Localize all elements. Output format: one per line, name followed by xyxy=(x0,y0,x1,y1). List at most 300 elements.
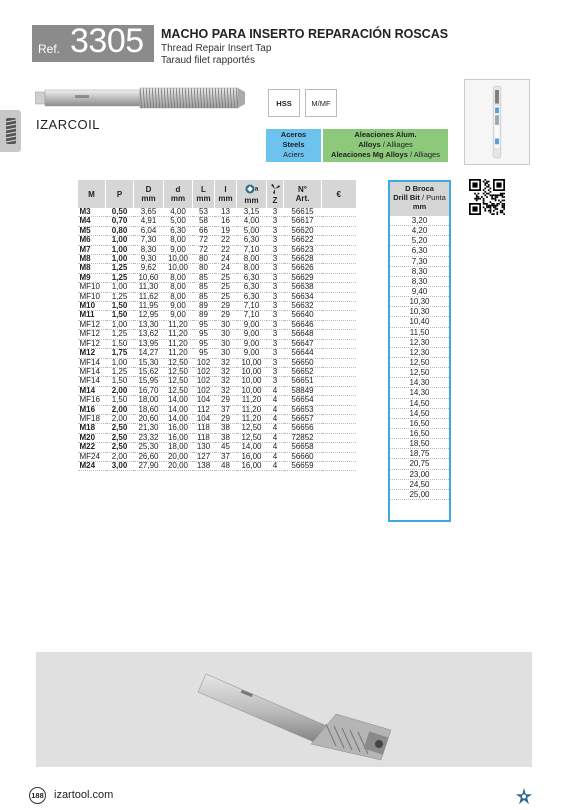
cell-art: 56660 xyxy=(284,452,322,461)
cell-L: 118 xyxy=(193,424,215,433)
cell-art: 56620 xyxy=(284,226,322,235)
cell-m: MF16 xyxy=(78,396,106,405)
drill-value: 25,00 xyxy=(390,490,449,500)
alu-fr2: Alliages xyxy=(413,150,440,159)
cell-D: 23,32 xyxy=(134,433,164,442)
cell-price xyxy=(322,217,356,226)
square-shank-icon xyxy=(245,184,255,194)
cell-l: 37 xyxy=(215,405,237,414)
cell-m: MF24 xyxy=(78,452,106,461)
header-L: L mm xyxy=(193,180,215,208)
cell-D: 13,30 xyxy=(134,320,164,329)
cell-d: 8,00 xyxy=(164,283,193,292)
cell-d: 10,00 xyxy=(164,255,193,264)
drill-head2-sep: / xyxy=(419,193,427,202)
cell-a: 4,00 xyxy=(237,217,267,226)
cell-art: 56640 xyxy=(284,311,322,320)
header-square: $^a$ mm xyxy=(237,180,267,208)
cell-p: 1,00 xyxy=(106,255,134,264)
cell-p: 1,00 xyxy=(106,245,134,254)
cell-price xyxy=(322,414,356,423)
drill-head1: D Broca xyxy=(405,184,434,193)
drill-header xyxy=(390,182,449,216)
cell-price xyxy=(322,386,356,395)
cell-L: 66 xyxy=(193,226,215,235)
cell-art: 56632 xyxy=(284,302,322,311)
cell-a: 8,00 xyxy=(237,255,267,264)
cell-z: 3 xyxy=(267,377,284,386)
cell-price xyxy=(322,349,356,358)
cell-a: 6,30 xyxy=(237,273,267,282)
cell-L: 95 xyxy=(193,330,215,339)
title-french: Taraud filet rapportés xyxy=(161,55,255,66)
cell-z: 3 xyxy=(267,273,284,282)
steels-en: Steels xyxy=(282,140,305,149)
cell-l: 25 xyxy=(215,292,237,301)
cell-d: 14,00 xyxy=(164,414,193,423)
drill-value: 8,30 xyxy=(390,277,449,287)
cell-art: 56634 xyxy=(284,292,322,301)
ref-number: 3305 xyxy=(70,22,144,60)
cell-price xyxy=(322,245,356,254)
cell-l: 19 xyxy=(215,226,237,235)
cell-D: 8,30 xyxy=(134,245,164,254)
header-p: P xyxy=(106,180,134,208)
cell-d: 12,50 xyxy=(164,377,193,386)
cell-L: 80 xyxy=(193,255,215,264)
table-row xyxy=(78,377,356,386)
cell-z: 3 xyxy=(267,330,284,339)
cell-L: 72 xyxy=(193,245,215,254)
cell-price xyxy=(322,433,356,442)
cell-d: 8,00 xyxy=(164,236,193,245)
cell-D: 4,91 xyxy=(134,217,164,226)
title-spanish: MACHO PARA INSERTO REPARACIÓN ROSCAS xyxy=(161,27,449,41)
drill-head2: Drill Bit xyxy=(393,193,420,202)
cell-price xyxy=(322,283,356,292)
cell-d: 8,00 xyxy=(164,273,193,282)
drill-value: 8,30 xyxy=(390,267,449,277)
cell-art: 56638 xyxy=(284,283,322,292)
cell-price xyxy=(322,311,356,320)
cell-l: 30 xyxy=(215,320,237,329)
cell-d: 11,20 xyxy=(164,330,193,339)
cell-p: 1,25 xyxy=(106,292,134,301)
cell-d: 10,00 xyxy=(164,264,193,273)
drill-value: 16,50 xyxy=(390,429,449,439)
cell-D: 18,60 xyxy=(134,405,164,414)
cell-d: 20,00 xyxy=(164,461,193,470)
drill-head3: Punta xyxy=(426,193,446,202)
cell-m: M18 xyxy=(78,424,106,433)
cell-price xyxy=(322,302,356,311)
cell-D: 11,95 xyxy=(134,302,164,311)
tap-photo xyxy=(36,652,532,767)
cell-art: 56617 xyxy=(284,217,322,226)
qr-code xyxy=(469,179,505,215)
cell-price xyxy=(322,330,356,339)
cell-z: 3 xyxy=(267,217,284,226)
cell-p: 1,50 xyxy=(106,396,134,405)
cell-m: MF14 xyxy=(78,377,106,386)
table-header-row xyxy=(78,180,356,208)
table-row xyxy=(78,461,356,470)
alu-es: Aleaciones Alum. xyxy=(354,130,417,139)
cell-L: 85 xyxy=(193,273,215,282)
alu-en-sep: / xyxy=(380,140,387,149)
cell-D: 26,60 xyxy=(134,452,164,461)
cell-art: 56654 xyxy=(284,396,322,405)
drill-value: 12,50 xyxy=(390,358,449,368)
cell-z: 4 xyxy=(267,386,284,395)
cell-price xyxy=(322,396,356,405)
cell-l: 32 xyxy=(215,358,237,367)
drill-value: 12,30 xyxy=(390,338,449,348)
cell-art: 56644 xyxy=(284,349,322,358)
cell-p: 2,00 xyxy=(106,414,134,423)
cell-art: 58849 xyxy=(284,386,322,395)
cell-p: 1,25 xyxy=(106,330,134,339)
cell-art: 56646 xyxy=(284,320,322,329)
cell-a: 5,00 xyxy=(237,226,267,235)
cell-a: 9,00 xyxy=(237,349,267,358)
cell-D: 3,65 xyxy=(134,208,164,217)
drill-value: 23,00 xyxy=(390,470,449,480)
drill-value: 14,50 xyxy=(390,399,449,409)
cell-p: 3,00 xyxy=(106,461,134,470)
cell-a: 7,10 xyxy=(237,302,267,311)
drill-value: 18,75 xyxy=(390,449,449,459)
cell-p: 0,70 xyxy=(106,217,134,226)
cell-price xyxy=(322,264,356,273)
table-row xyxy=(78,443,356,452)
cell-a: 10,00 xyxy=(237,377,267,386)
cell-L: 104 xyxy=(193,396,215,405)
cell-m: MF10 xyxy=(78,283,106,292)
cell-a: 3,15 xyxy=(237,208,267,217)
header-art: N° Art. xyxy=(284,180,322,208)
cell-p: 1,50 xyxy=(106,302,134,311)
cell-L: 138 xyxy=(193,461,215,470)
cell-p: 1,25 xyxy=(106,264,134,273)
cell-m: M22 xyxy=(78,443,106,452)
brand-star-icon xyxy=(515,787,533,805)
cell-L: 102 xyxy=(193,358,215,367)
cell-L: 95 xyxy=(193,320,215,329)
cell-p: 1,25 xyxy=(106,367,134,376)
cell-L: 112 xyxy=(193,405,215,414)
drill-value: 10,30 xyxy=(390,307,449,317)
cell-l: 30 xyxy=(215,339,237,348)
cell-D: 20,60 xyxy=(134,414,164,423)
cell-z: 3 xyxy=(267,367,284,376)
cell-L: 102 xyxy=(193,367,215,376)
cell-d: 16,00 xyxy=(164,433,193,442)
coil-icon xyxy=(0,110,21,152)
cell-a: 9,00 xyxy=(237,339,267,348)
cell-m: MF18 xyxy=(78,414,106,423)
material-hss: HSS xyxy=(268,89,300,117)
ref-label: Ref. xyxy=(38,42,61,56)
cell-art: 56659 xyxy=(284,461,322,470)
cell-l: 37 xyxy=(215,452,237,461)
cell-a: 11,20 xyxy=(237,414,267,423)
cell-a: 11,20 xyxy=(237,405,267,414)
table-row xyxy=(78,330,356,339)
cell-art: 56628 xyxy=(284,255,322,264)
cell-D: 14,27 xyxy=(134,349,164,358)
cell-l: 45 xyxy=(215,443,237,452)
cell-p: 0,80 xyxy=(106,226,134,235)
cell-L: 118 xyxy=(193,433,215,442)
cell-p: 1,00 xyxy=(106,283,134,292)
drill-value: 3,20 xyxy=(390,216,449,226)
cell-price xyxy=(322,367,356,376)
cell-price xyxy=(322,208,356,217)
cell-m: MF12 xyxy=(78,330,106,339)
header-z: Z xyxy=(267,180,284,208)
flutes-icon xyxy=(270,184,280,194)
tap-illustration xyxy=(35,85,245,113)
drill-value: 9,40 xyxy=(390,287,449,297)
cell-art: 56656 xyxy=(284,424,322,433)
cell-p: 2,50 xyxy=(106,424,134,433)
cell-art: 56657 xyxy=(284,414,322,423)
cell-p: 2,00 xyxy=(106,386,134,395)
alu-en2: Alliages xyxy=(386,140,413,149)
cell-m: M3 xyxy=(78,208,106,217)
alu-en: Alloys xyxy=(358,140,381,149)
cell-z: 3 xyxy=(267,264,284,273)
cell-art: 56626 xyxy=(284,264,322,273)
cell-a: 7,10 xyxy=(237,245,267,254)
cell-L: 80 xyxy=(193,264,215,273)
cell-price xyxy=(322,339,356,348)
cell-D: 16,70 xyxy=(134,386,164,395)
header-D: D mm xyxy=(134,180,164,208)
package-photo xyxy=(464,79,530,165)
cell-l: 30 xyxy=(215,349,237,358)
cell-z: 4 xyxy=(267,433,284,442)
cell-a: 8,00 xyxy=(237,264,267,273)
cell-d: 12,50 xyxy=(164,358,193,367)
cell-D: 21,30 xyxy=(134,424,164,433)
table-row xyxy=(78,424,356,433)
header-m: M xyxy=(78,180,106,208)
cell-z: 4 xyxy=(267,414,284,423)
cell-L: 53 xyxy=(193,208,215,217)
cell-a: 10,00 xyxy=(237,367,267,376)
cell-z: 4 xyxy=(267,424,284,433)
cell-L: 95 xyxy=(193,339,215,348)
cell-d: 9,00 xyxy=(164,311,193,320)
ref-box xyxy=(32,22,154,62)
cell-m: MF12 xyxy=(78,320,106,329)
cell-z: 3 xyxy=(267,292,284,301)
table-row xyxy=(78,217,356,226)
drill-value: 5,20 xyxy=(390,236,449,246)
cell-z: 3 xyxy=(267,236,284,245)
cell-l: 32 xyxy=(215,367,237,376)
cell-d: 11,20 xyxy=(164,349,193,358)
cell-L: 58 xyxy=(193,217,215,226)
cell-D: 13,95 xyxy=(134,339,164,348)
cell-a: 10,00 xyxy=(237,386,267,395)
cell-z: 3 xyxy=(267,358,284,367)
cell-p: 1,00 xyxy=(106,358,134,367)
cell-a: 11,20 xyxy=(237,396,267,405)
cell-a: 9,00 xyxy=(237,330,267,339)
table-row xyxy=(78,311,356,320)
cell-D: 9,62 xyxy=(134,264,164,273)
cell-l: 22 xyxy=(215,236,237,245)
header-l: l mm xyxy=(215,180,237,208)
cell-L: 89 xyxy=(193,302,215,311)
drill-value: 11,50 xyxy=(390,328,449,338)
cell-z: 4 xyxy=(267,452,284,461)
application-steels xyxy=(266,129,321,162)
cell-d: 6,30 xyxy=(164,226,193,235)
cell-art: 56650 xyxy=(284,358,322,367)
cell-d: 11,20 xyxy=(164,320,193,329)
cell-a: 6,30 xyxy=(237,283,267,292)
cell-d: 18,00 xyxy=(164,443,193,452)
cell-m: M9 xyxy=(78,273,106,282)
cell-l: 24 xyxy=(215,264,237,273)
cell-a: 6,30 xyxy=(237,236,267,245)
table-row xyxy=(78,283,356,292)
cell-p: 1,50 xyxy=(106,339,134,348)
cell-a: 16,00 xyxy=(237,452,267,461)
cell-art: 56658 xyxy=(284,443,322,452)
cell-p: 1,00 xyxy=(106,236,134,245)
cell-m: M20 xyxy=(78,433,106,442)
drill-value: 10,30 xyxy=(390,297,449,307)
cell-m: MF12 xyxy=(78,339,106,348)
cell-m: M12 xyxy=(78,349,106,358)
cell-a: 14,00 xyxy=(237,443,267,452)
cell-D: 12,95 xyxy=(134,311,164,320)
cell-price xyxy=(322,273,356,282)
cell-d: 4,00 xyxy=(164,208,193,217)
cell-D: 11,30 xyxy=(134,283,164,292)
cell-d: 12,50 xyxy=(164,386,193,395)
cell-price xyxy=(322,461,356,470)
cell-z: 4 xyxy=(267,396,284,405)
header-price: € xyxy=(322,180,356,208)
cell-z: 3 xyxy=(267,208,284,217)
cell-a: 10,00 xyxy=(237,358,267,367)
brand-logo: IZARCOIL xyxy=(36,117,100,132)
cell-d: 14,00 xyxy=(164,405,193,414)
cell-D: 15,30 xyxy=(134,358,164,367)
cell-L: 130 xyxy=(193,443,215,452)
steels-fr: Aciers xyxy=(283,150,304,159)
cell-z: 3 xyxy=(267,349,284,358)
cell-d: 16,00 xyxy=(164,424,193,433)
product-photo-panel xyxy=(36,652,532,767)
cell-d: 5,00 xyxy=(164,217,193,226)
cell-a: 9,00 xyxy=(237,320,267,329)
table-row xyxy=(78,236,356,245)
cell-d: 14,00 xyxy=(164,396,193,405)
cell-L: 89 xyxy=(193,311,215,320)
cell-z: 4 xyxy=(267,405,284,414)
cell-D: 15,62 xyxy=(134,367,164,376)
cell-p: 2,00 xyxy=(106,405,134,414)
cell-price xyxy=(322,226,356,235)
cell-z: 3 xyxy=(267,311,284,320)
cell-price xyxy=(322,405,356,414)
cell-art: 56648 xyxy=(284,330,322,339)
cell-z: 3 xyxy=(267,283,284,292)
cell-l: 25 xyxy=(215,283,237,292)
website-link[interactable]: izartool.com xyxy=(54,789,114,801)
drill-bit-column xyxy=(388,180,451,522)
cell-d: 12,50 xyxy=(164,367,193,376)
drill-value: 14,30 xyxy=(390,388,449,398)
cell-l: 32 xyxy=(215,377,237,386)
cell-L: 85 xyxy=(193,283,215,292)
cell-D: 13,62 xyxy=(134,330,164,339)
drill-value: 10,40 xyxy=(390,317,449,327)
cell-p: 0,50 xyxy=(106,208,134,217)
cell-m: M8 xyxy=(78,264,106,273)
cell-m: MF14 xyxy=(78,358,106,367)
cell-m: M16 xyxy=(78,405,106,414)
table-row xyxy=(78,349,356,358)
drill-value: 14,50 xyxy=(390,409,449,419)
cell-l: 29 xyxy=(215,414,237,423)
cell-a: 12,50 xyxy=(237,433,267,442)
cell-L: 72 xyxy=(193,236,215,245)
cell-l: 32 xyxy=(215,386,237,395)
cell-price xyxy=(322,358,356,367)
cell-l: 25 xyxy=(215,273,237,282)
cell-p: 2,50 xyxy=(106,443,134,452)
cell-price xyxy=(322,377,356,386)
cell-l: 24 xyxy=(215,255,237,264)
table-row xyxy=(78,358,356,367)
material-mmf: M/MF xyxy=(305,89,337,117)
cell-z: 3 xyxy=(267,320,284,329)
cell-a: 7,10 xyxy=(237,311,267,320)
cell-z: 4 xyxy=(267,443,284,452)
drill-value: 6,30 xyxy=(390,246,449,256)
cell-art: 56652 xyxy=(284,367,322,376)
drill-value: 12,50 xyxy=(390,368,449,378)
cell-m: M6 xyxy=(78,236,106,245)
drill-value: 12,30 xyxy=(390,348,449,358)
header-d: d mm xyxy=(164,180,193,208)
alu-es2: Aleaciones Mg Alloys xyxy=(331,150,408,159)
cell-L: 85 xyxy=(193,292,215,301)
cell-price xyxy=(322,236,356,245)
cell-d: 8,00 xyxy=(164,292,193,301)
cell-m: M4 xyxy=(78,217,106,226)
page-number: 188 xyxy=(29,787,46,804)
cell-l: 48 xyxy=(215,461,237,470)
cell-art: 56647 xyxy=(284,339,322,348)
side-tab xyxy=(0,110,21,152)
cell-L: 102 xyxy=(193,377,215,386)
cell-z: 3 xyxy=(267,302,284,311)
drill-value: 14,30 xyxy=(390,378,449,388)
title-english: Thread Repair Insert Tap xyxy=(161,43,272,54)
table-row xyxy=(78,396,356,405)
drill-value: 16,50 xyxy=(390,419,449,429)
cell-price xyxy=(322,255,356,264)
